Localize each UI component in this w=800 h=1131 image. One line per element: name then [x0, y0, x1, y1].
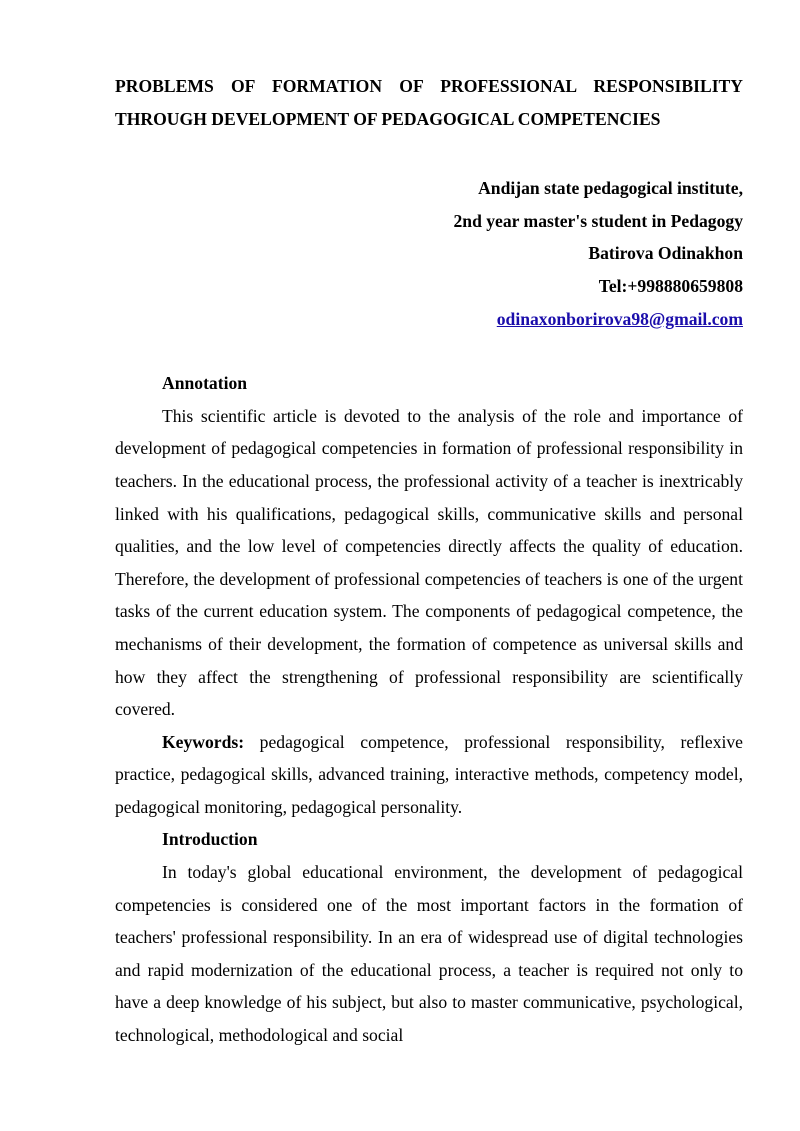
- title-line-2: THROUGH DEVELOPMENT OF PEDAGOGICAL COMPETENCIES: [115, 108, 661, 129]
- introduction-text: In today's global educational environment, the development of pedagogical competencies is considered one of the most important factors in the formation of teachers' professional responsibility. In an era of widespread use of digital technologies and rapid modernization of the educational process, a teacher is required not only to have a deep knowledge of his subject, but also to master communicative, psychological, technological, methodological and social: [115, 862, 743, 1046]
- author-institution: Andijan state pedagogical institute,: [478, 178, 743, 199]
- author-phone: Tel:+998880659808: [598, 275, 743, 296]
- paper-title: [115, 70, 743, 135]
- keywords-text: pedagogical competence, professional responsibility, reflexive practice, pedagogical skills, advanced training, interactive methods, competency model, pedagogical monitoring, pedagogical personality.: [115, 731, 743, 817]
- author-position: 2nd year master's student in Pedagogy: [453, 210, 743, 231]
- introduction-heading: Introduction: [162, 829, 258, 850]
- keywords-label: Keywords:: [162, 731, 245, 752]
- paper-page: [115, 70, 743, 1052]
- annotation-heading: Annotation: [162, 373, 248, 394]
- author-name: Batirova Odinakhon: [588, 243, 743, 264]
- author-block: [115, 172, 743, 335]
- keywords-paragraph: [115, 726, 743, 824]
- author-email-link[interactable]: odinaxonborirova98@gmail.com: [496, 308, 743, 329]
- annotation-text: This scientific article is devoted to the analysis of the role and importance of development of pedagogical competencies in formation of professional responsibility in teachers. In the educational process, the professional activity of a teacher is inextricably linked with his qualifications, pedagogical skills, communicative skills and personal qualities, and the low level of competencies directly affects the quality of education. Therefore, the development of professional competencies of teachers is one of the urgent tasks of the current education system. The components of pedagogical competence, the mechanisms of their development, the formation of competence as universal skills and how they affect the strengthening of professional responsibility are scientifically covered.: [115, 405, 743, 720]
- title-line-1: PROBLEMS OF FORMATION OF PROFESSIONAL RESPONSIBILITY: [115, 76, 743, 96]
